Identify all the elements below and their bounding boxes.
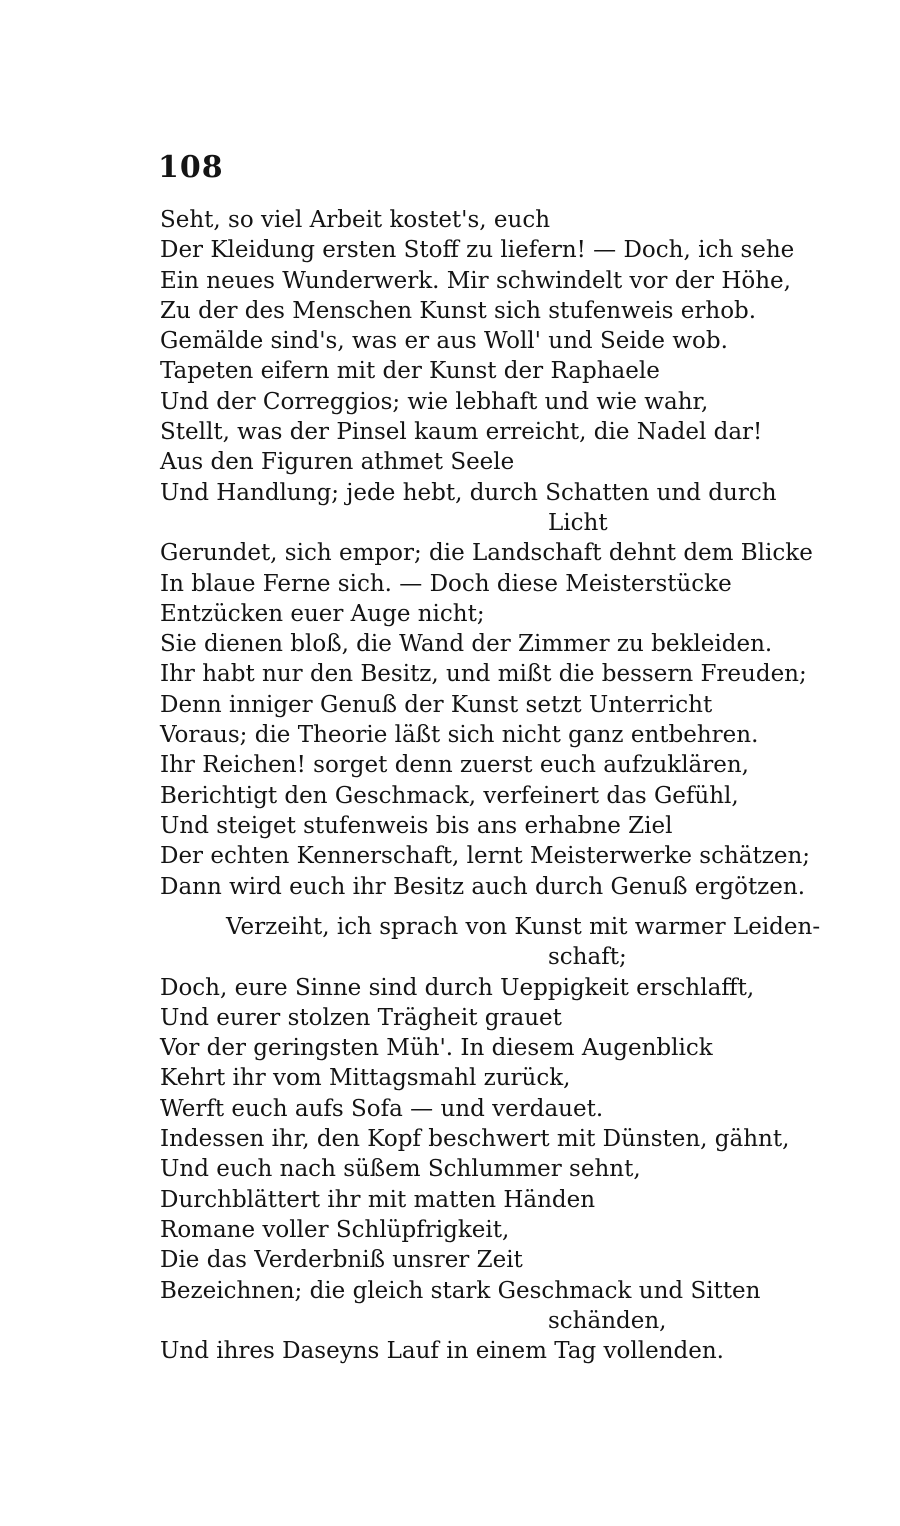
- poem-line: Stellt, was der Pinsel kaum erreicht, die Nadel dar!: [160, 419, 763, 446]
- poem-line: Aus den Figuren athmet Seele: [160, 449, 515, 476]
- poem-line: Ihr habt nur den Besitz, und mißt die bessern Freuden;: [160, 661, 807, 688]
- poem-line: Voraus; die Theorie läßt sich nicht ganz entbehren.: [160, 722, 759, 749]
- poem-line: Verzeiht, ich sprach von Kunst mit warmer Leiden-: [226, 914, 821, 940]
- poem-line: Kehrt ihr vom Mittagsmahl zurück,: [160, 1065, 571, 1092]
- poem-line: Vor der geringsten Müh'. In diesem Augenblick: [160, 1035, 713, 1062]
- poem-line-turnover: Licht: [548, 509, 608, 536]
- stanza: [160, 912, 820, 1366]
- poem-line: Gemälde sind's, was er aus Woll' und Seide wob.: [160, 328, 728, 355]
- poem-line: Der echten Kennerschaft, lernt Meisterwerke schätzen;: [160, 843, 811, 870]
- poem-line: Sie dienen bloß, die Wand der Zimmer zu bekleiden.: [160, 631, 773, 658]
- poem-line: Romane voller Schlüpfrigkeit,: [160, 1216, 510, 1243]
- poem-line: Durchblättert ihr mit matten Händen: [160, 1186, 596, 1213]
- poem-line: Seht, so viel Arbeit kostet's, euch: [160, 207, 551, 233]
- poem-line: Denn inniger Genuß der Kunst setzt Unterricht: [160, 691, 713, 718]
- poem-line: Bezeichnen; die gleich stark Geschmack und Sitten: [160, 1277, 761, 1304]
- poem-line: Werft euch aufs Sofa — und verdauet.: [160, 1095, 604, 1122]
- poem-line-turnover: schaft;: [548, 944, 627, 971]
- poem-line: Ein neues Wunderwerk. Mir schwindelt vor der Höhe,: [160, 267, 791, 294]
- poem-line: Und steiget stufenweis bis ans erhabne Ziel: [160, 812, 673, 839]
- poem-line: Und euch nach süßem Schlummer sehnt,: [160, 1156, 641, 1183]
- poem-line-turnover: schänden,: [548, 1307, 667, 1334]
- poem-line: Und ihres Daseyns Lauf in einem Tag vollenden.: [160, 1338, 724, 1365]
- poem-line: Gerundet, sich empor; die Landschaft dehnt dem Blicke: [160, 540, 813, 567]
- page-number: 108: [158, 150, 224, 185]
- poem-line: Entzücken euer Auge nicht;: [160, 600, 485, 627]
- poem-line: In blaue Ferne sich. — Doch diese Meisterstücke: [160, 570, 732, 597]
- poem-line: Und Handlung; jede hebt, durch Schatten und durch: [160, 479, 777, 506]
- poem-line: Zu der des Menschen Kunst sich stufenweis erhob.: [160, 297, 757, 324]
- poem-line: Berichtigt den Geschmack, verfeinert das Gefühl,: [160, 782, 739, 809]
- poem-line: Die das Verderbniß unsrer Zeit: [160, 1247, 523, 1274]
- poem-line: Der Kleidung ersten Stoff zu liefern! — Doch, ich sehe: [160, 237, 795, 264]
- poem-line: Und eurer stolzen Trägheit grauet: [160, 1004, 562, 1031]
- poem-line: Doch, eure Sinne sind durch Ueppigkeit erschlafft,: [160, 974, 755, 1001]
- poem-line: Indessen ihr, den Kopf beschwert mit Dünsten, gähnt,: [160, 1126, 790, 1153]
- poem-line: Und der Correggios; wie lebhaft und wie wahr,: [160, 388, 709, 415]
- poem-line: Dann wird euch ihr Besitz auch durch Genuß ergötzen.: [160, 873, 806, 900]
- stanza: [160, 205, 820, 902]
- poem-line: Tapeten eifern mit der Kunst der Raphaele: [160, 358, 660, 385]
- poem-line: Ihr Reichen! sorget denn zuerst euch aufzuklären,: [160, 752, 749, 779]
